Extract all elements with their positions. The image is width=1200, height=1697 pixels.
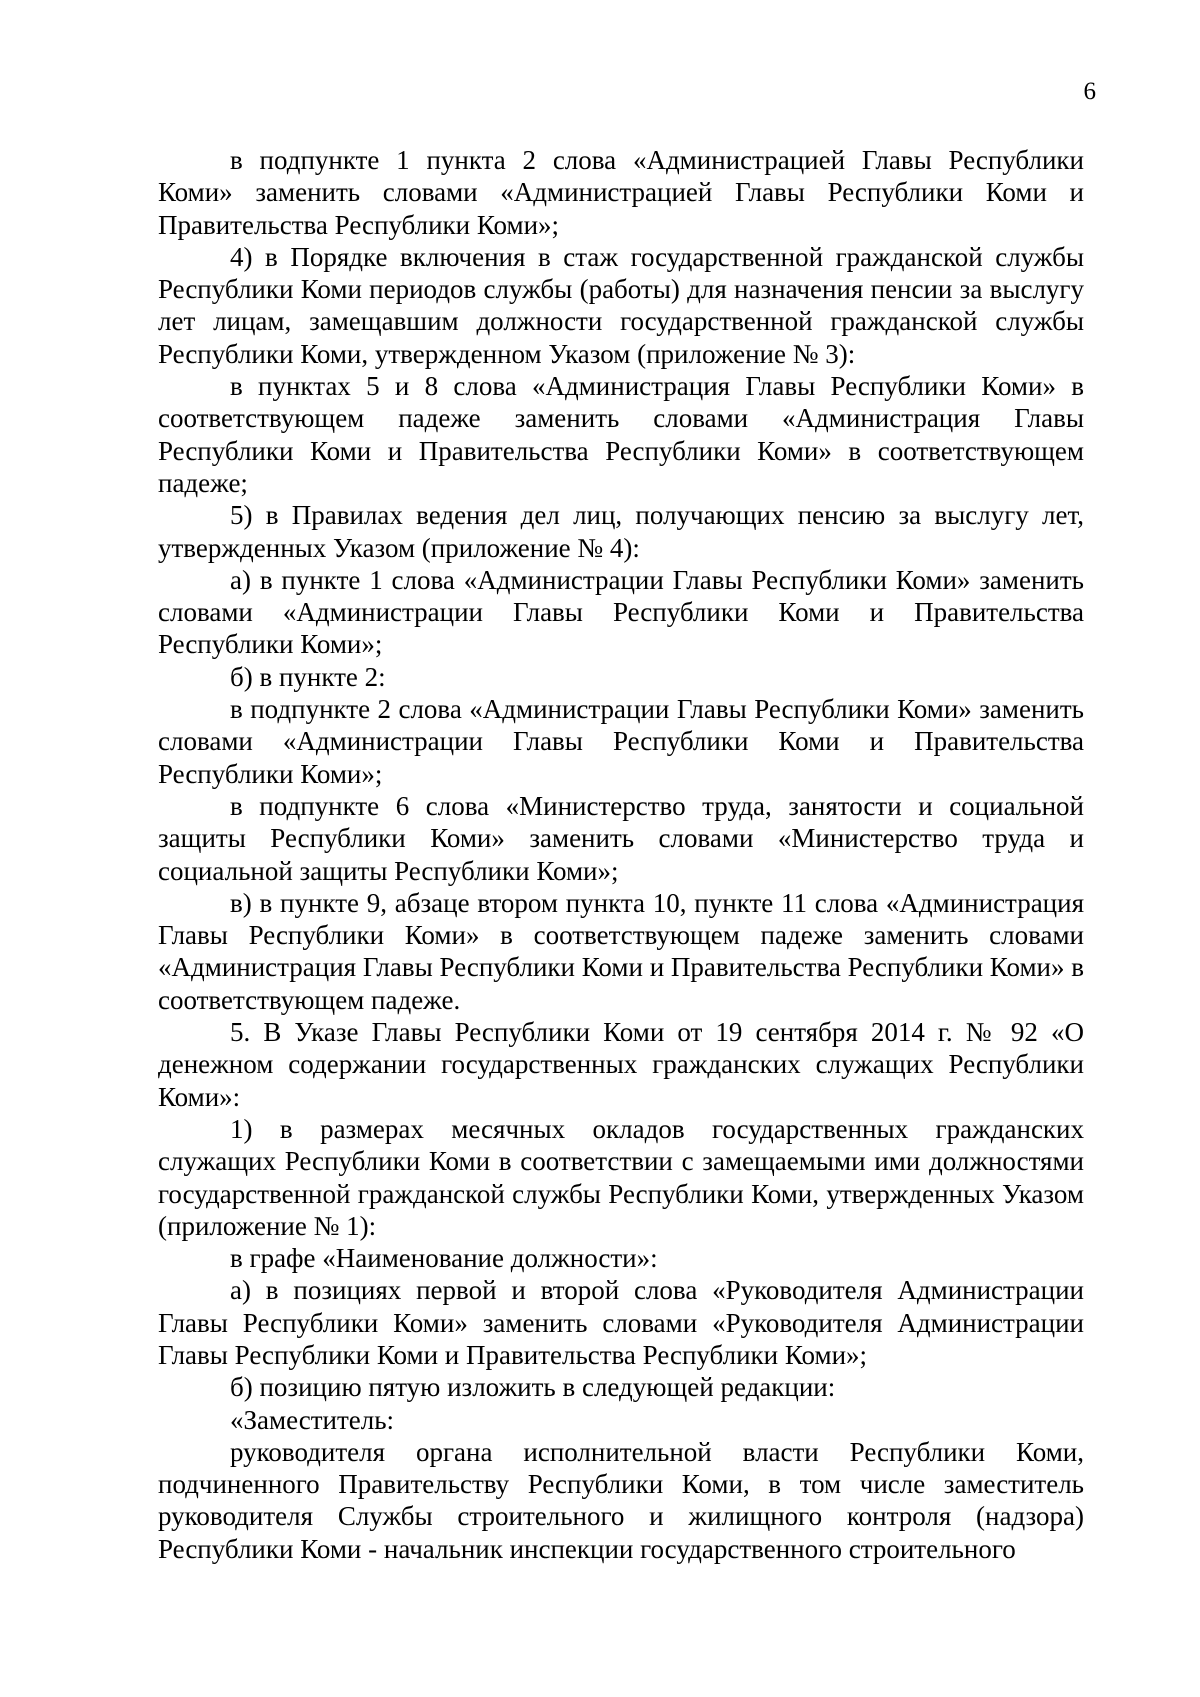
paragraph: 1) в размерах месячных окладов государственных гражданских служащих Республики Коми в соответствии с замещаемыми ими должностями государственной гражданской службы Республики Коми, утвержденных Указом (приложение № 1): (158, 1113, 1084, 1241)
paragraph: 4) в Порядке включения в стаж государственной гражданской службы Республики Коми периодов службы (работы) для назначения пенсии за выслугу лет лицам, замещавшим должности государственной гражданской службы Республики Коми, утвержденном Указом (приложение № 3): (158, 241, 1084, 369)
paragraph: руководителя органа исполнительной власти Республики Коми, подчиненного Правительству Республики Коми, в том числе заместитель руководителя Службы строительного и жилищного контроля (надзора) Республики Коми - начальник инспекции государственного строительного (158, 1436, 1084, 1564)
paragraph: в пунктах 5 и 8 слова «Администрация Главы Республики Коми» в соответствующем падеже заменить словами «Администрация Главы Республики Коми и Правительства Республики Коми» в соответствующем падеже; (158, 371, 1084, 498)
document-body (158, 144, 1084, 1565)
paragraph: в подпункте 1 пункта 2 слова «Администрацией Главы Республики Коми» заменить словами «Администрацией Главы Республики Коми и Правительства Республики Коми»; (158, 145, 1084, 240)
paragraph: в) в пункте 9, абзаце втором пункта 10, пункте 11 слова «Администрация Главы Республики Коми» в соответствующем падеже заменить словами «Администрация Главы Республики Коми и Правительства Республики Коми» в соответствующем падеже. (158, 887, 1084, 1015)
paragraph: б) в пункте 2: (230, 661, 386, 692)
paragraph: а) в позициях первой и второй слова «Руководителя Администрации Главы Республики Коми» заменить словами «Руководителя Администрации Главы Республики Коми и Правительства Республики Коми»; (158, 1275, 1084, 1370)
paragraph: 5) в Правилах ведения дел лиц, получающих пенсию за выслугу лет, утвержденных Указом (приложение № 4): (158, 500, 1084, 563)
paragraph: б) позицию пятую изложить в следующей редакции: (230, 1372, 836, 1403)
page-number: 6 (1083, 78, 1096, 105)
paragraph: в графе «Наименование должности»: (230, 1243, 658, 1274)
paragraph: а) в пункте 1 слова «Администрации Главы Республики Коми» заменить словами «Администрации Главы Республики Коми и Правительства Республики Коми»; (158, 564, 1084, 660)
paragraph: «Заместитель: (230, 1404, 395, 1435)
paragraph: в подпункте 6 слова «Министерство труда, занятости и социальной защиты Республики Коми» заменить словами «Министерство труда и социальной защиты Республики Коми»; (158, 790, 1084, 886)
paragraph: 5. В Указе Главы Республики Коми от 19 сентября 2014 г. № 92 «О денежном содержании государственных гражданских служащих Республики Коми»: (158, 1017, 1084, 1112)
paragraph: в подпункте 2 слова «Администрации Главы Республики Коми» заменить словами «Администрации Главы Республики Коми и Правительства Республики Коми»; (158, 694, 1084, 789)
